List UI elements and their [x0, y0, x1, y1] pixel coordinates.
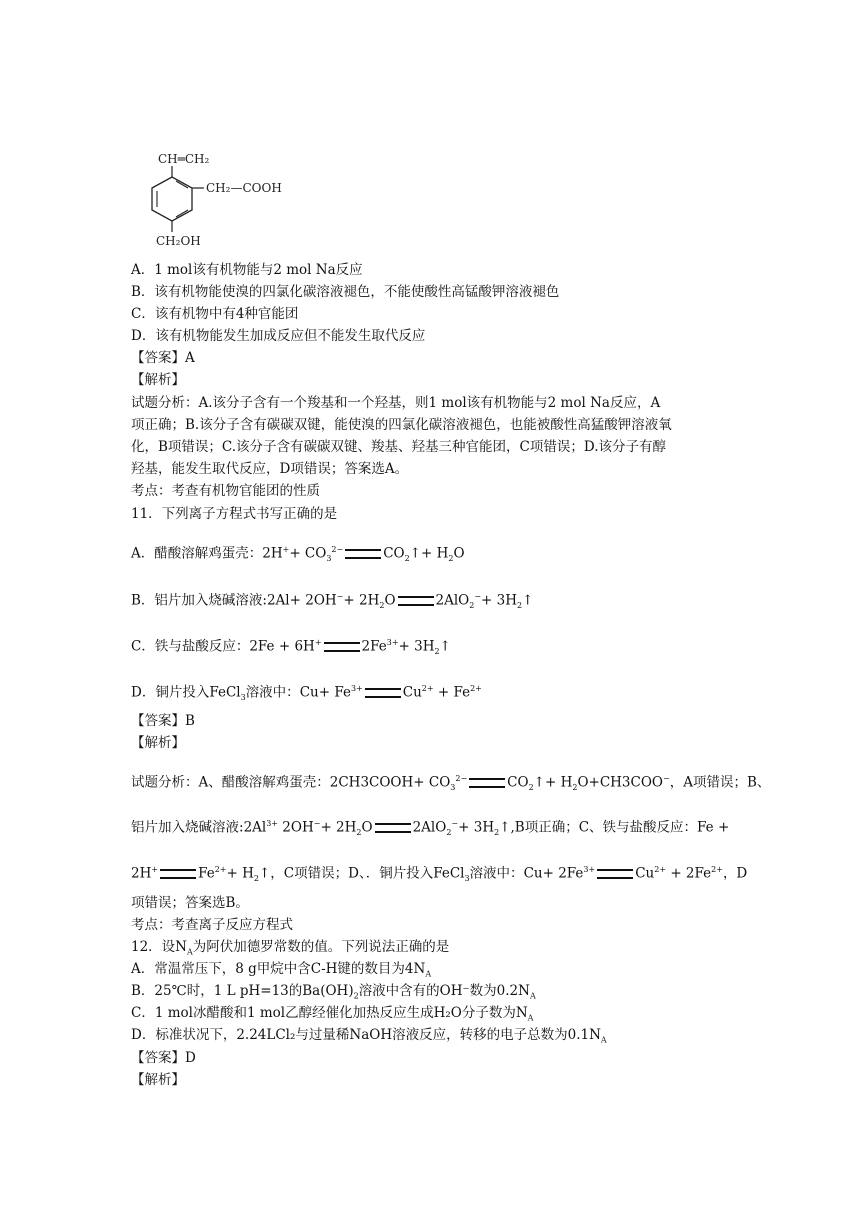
q11-stem: 11．下列离子方程式书写正确的是 — [131, 506, 338, 522]
q11-option-b: B．铝片加入烧碱溶液:2Al+ $2OH^-+ 2H_2O$ $2AlO_2^-+ 3H_2↑$ — [131, 592, 534, 611]
q11-analysis-text: ,B项正确；C、铁与盐酸反应：Fe + — [510, 819, 730, 836]
q12-option-b-text: 溶液中含有的OH⁻数为0.2N — [358, 983, 530, 999]
q12-option-d: D．标准状况下，2.24LCl₂与过量稀NaOH溶液反应，转移的电子总数为$0.1N_A$ — [131, 1027, 607, 1045]
q11-analysis-line-1: 试题分析：A、醋酸溶解鸡蛋壳：2CH3COOH+ $CO_3^{2-}$ $CO_2↑+ H_2O+CH3COO^-$，A项错误；B、 — [131, 774, 771, 793]
q10-option-d: D．该有机物能发生加成反应但不能发生取代反应 — [131, 328, 426, 344]
q12-option-d-text: D．标准状况下，2.24LCl₂与过量稀NaOH溶液反应，转移的电子总数为0.1N — [131, 1027, 601, 1043]
q11-analysis-text: 溶液中： — [469, 865, 524, 882]
q11-analysis-line-2: 铝片加入烧碱溶液$:2Al^{3+}$ $2OH^-+ 2H_2O$ $2AlO_2^-+ 3H_2↑,B$项正确；C、铁与盐酸反应：Fe + — [131, 819, 730, 838]
q10-analysis-line: 试题分析：A.该分子含有一个羧基和一个羟基，则1 mol该有机物能与2 mol Na反应，A — [131, 395, 661, 411]
equals-arrow-icon — [375, 823, 411, 833]
q11-option-c-label: C．铁与盐酸反应： — [131, 638, 250, 655]
q12-stem-text: 12．设N — [131, 939, 187, 955]
q10-option-a: A．1 mol该有机物能与2 mol Na反应 — [131, 262, 363, 278]
q11-kaodian: 考点：考查离子反应方程式 — [131, 917, 293, 933]
acetic-group-label: CH₂—COOH — [206, 181, 282, 195]
q11-option-b-label: B．铝片加入烧碱溶液: — [131, 592, 267, 609]
equals-arrow-icon — [365, 688, 401, 698]
equals-arrow-icon — [469, 778, 505, 788]
q11-option-a-label: A．醋酸溶解鸡蛋壳： — [131, 545, 263, 562]
q10-analysis-line: 项正确；B.该分子含有碳碳双键，能使溴的四氯化碳溶液褪色，也能被酸性高猛酸钾溶液氧 — [131, 417, 672, 433]
q10-option-c: C．该有机物中有4种官能团 — [131, 306, 299, 322]
equals-arrow-icon — [398, 596, 434, 606]
q11-option-d-mid: 溶液中： — [245, 684, 300, 701]
hydroxymethyl-group-label: CH₂OH — [156, 234, 201, 248]
q11-analysis-text: ，A项错误；B、 — [669, 774, 771, 791]
equals-arrow-icon — [345, 549, 381, 559]
q11-answer: 【答案】B — [131, 713, 195, 729]
q11-analysis-text: ，C项错误；D、．铜片投入FeCl — [270, 865, 465, 882]
q11-analysis-line-3: 2H+ $Fe^{2+}+$ $H_2↑$，C项错误；D、．铜片投入FeCl$_3$溶液中：$Cu+ 2Fe^{3+}$ $Cu^{2+} + 2Fe^{2+}$，D — [131, 865, 748, 884]
q11-analysis-line-4: 项错误；答案选B。 — [131, 895, 249, 911]
q10-analysis-head: 【解析】 — [131, 372, 185, 388]
q11-analysis-text: 试题分析：A、醋酸溶解鸡蛋壳： — [131, 774, 330, 791]
q12-option-b-text: B．25℃时，1 L pH=13的Ba(OH) — [131, 983, 354, 999]
q10-analysis-line: 化，B项错误；C.该分子含有碳碳双键、羧基、羟基三种官能团，C项错误；D.该分子有醇 — [131, 439, 667, 455]
q11-analysis-head: 【解析】 — [131, 735, 185, 751]
q11-option-c: C．铁与盐酸反应：2Fe + 6H+ $2Fe^{3+}+$ $3H_2↑$ — [131, 638, 451, 657]
molecule-structure-diagram — [130, 148, 290, 258]
q12-stem: 12．设$N_A$为阿伏加德罗常数的值。下列说法正确的是 — [131, 939, 450, 957]
q10-analysis-line: 羟基，能发生取代反应，D项错误；答案选A。 — [131, 461, 409, 477]
equals-arrow-icon — [160, 869, 196, 879]
q11-option-d-label: D．铜片投入FeCl — [131, 684, 241, 701]
q11-analysis-text: 铝片加入烧碱溶液: — [131, 819, 244, 836]
q12-stem-text: 为阿伏加德罗常数的值。下列说法正确的是 — [192, 939, 450, 955]
q12-option-a-text: A．常温常压下，8 g甲烷中含C-H键的数目为4N — [131, 961, 426, 977]
equals-arrow-icon — [597, 869, 633, 879]
equals-arrow-icon — [324, 642, 360, 652]
q12-analysis-head: 【解析】 — [131, 1072, 185, 1088]
q12-option-c-text: C．1 mol冰醋酸和1 mol乙醇经催化加热反应生成H₂O分子数为N — [131, 1005, 528, 1021]
q10-kaodian: 考点：考查有机物官能团的性质 — [131, 483, 320, 499]
q12-option-b: B．25℃时，1 L pH=13的$Ba(OH)_2$溶液中含有的OH⁻数为$0.2N_A$ — [131, 983, 536, 1001]
q12-option-c: C．1 mol冰醋酸和1 mol乙醇经催化加热反应生成H₂O分子数为$N_A$ — [131, 1005, 534, 1023]
q11-option-a: A．醋酸溶解鸡蛋壳：$2H^++ CO_3^{2-}$ $CO_2↑+ H_2O$ — [131, 545, 465, 564]
q11-analysis-text: ，D — [722, 865, 748, 882]
q12-option-a: A．常温常压下，8 g甲烷中含C-H键的数目为$4N_A$ — [131, 961, 432, 979]
vinyl-group-label: CH═CH₂ — [158, 152, 210, 166]
q10-option-b: B．该有机物能使溴的四氯化碳溶液褪色，不能使酸性高锰酸钾溶液褪色 — [131, 284, 560, 300]
q11-option-d: D．铜片投入FeCl$_3$溶液中：$Cu+ Fe^{3+}$ $Cu^{2+} + Fe^{2+}$ — [131, 684, 482, 703]
q10-answer: 【答案】A — [131, 350, 195, 366]
q12-answer: 【答案】D — [131, 1050, 196, 1066]
